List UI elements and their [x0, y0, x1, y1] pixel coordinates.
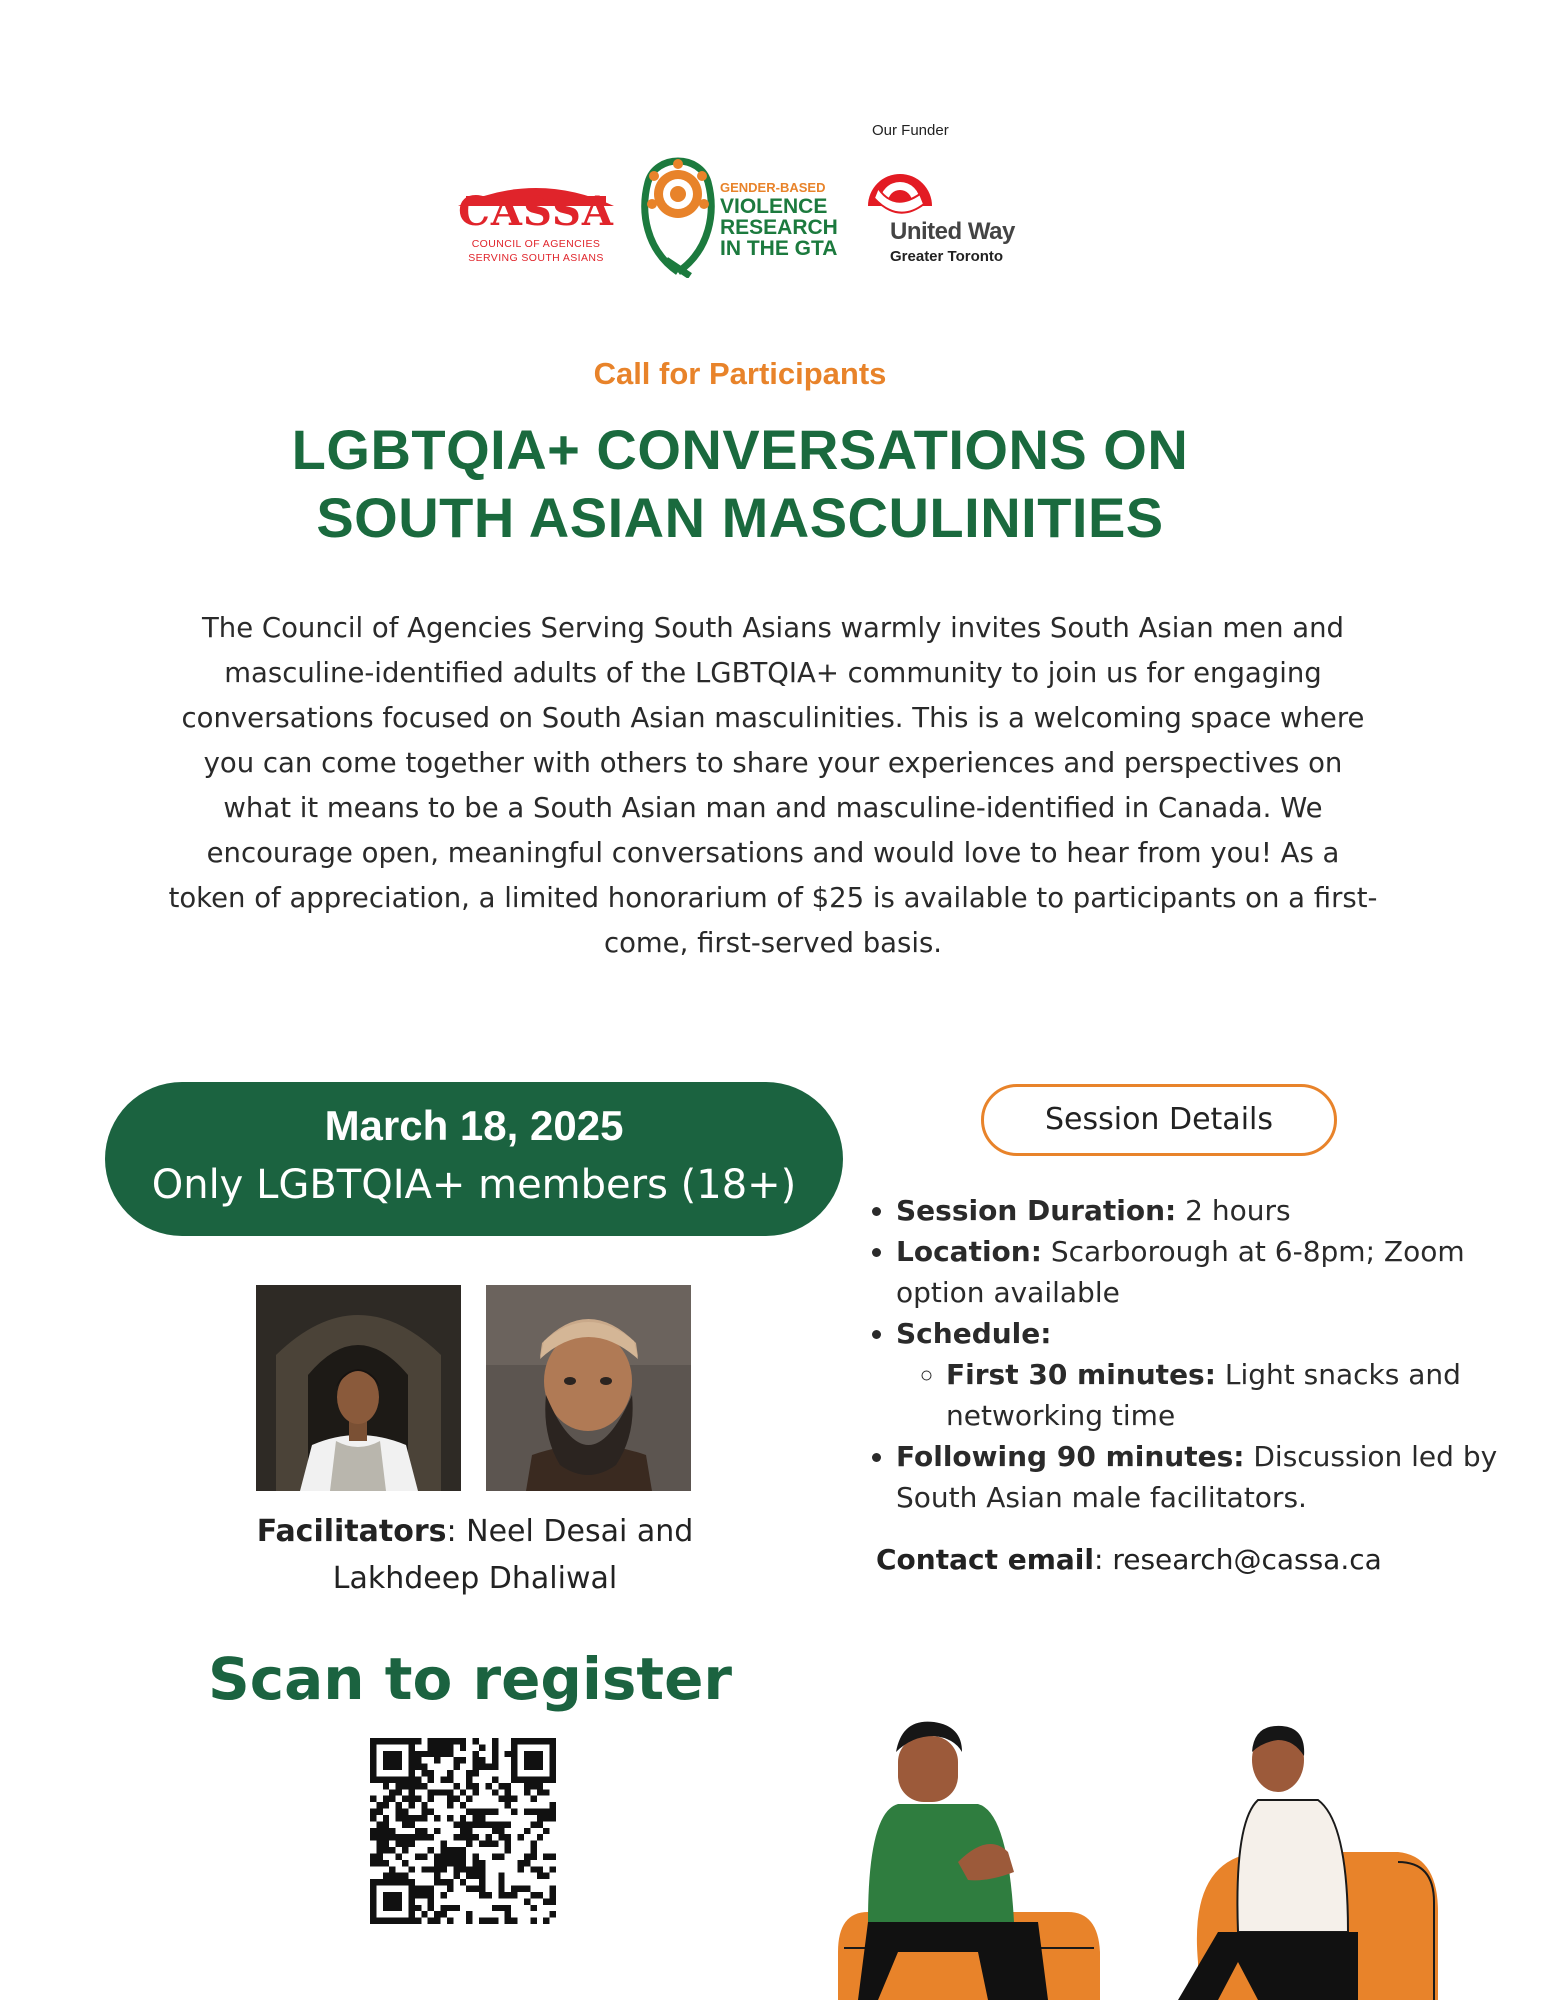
facilitators-names-1: : Neel Desai and [446, 1514, 694, 1549]
page-title [130, 416, 1350, 552]
two-men-talking-icon [838, 1712, 1458, 2000]
duration-label: Session Duration: [896, 1194, 1177, 1227]
conversation-illustration [838, 1712, 1458, 2000]
location-label: Location: [896, 1235, 1042, 1268]
funder-label: Our Funder [872, 122, 949, 139]
title-line-1: LGBTQIA+ CONVERSATIONS ON [291, 418, 1189, 481]
scan-to-register-label: Scan to register [207, 1645, 733, 1713]
following-90-value: Discussion led by South Asian male facilitators. [896, 1440, 1498, 1514]
first-30-value: Light snacks and networking time [946, 1358, 1461, 1432]
detail-duration [896, 1190, 1506, 1231]
facilitators-label: Facilitators [256, 1514, 447, 1549]
united-way-name: United Way [890, 218, 1015, 245]
location-value: Scarborough at 6-8pm; Zoom option available [896, 1235, 1465, 1309]
contact-value[interactable]: : research@cassa.ca [1093, 1543, 1382, 1576]
contact-label: Contact email [876, 1543, 1094, 1576]
facilitator-portrait-2-icon [486, 1285, 691, 1491]
united-way-hand-icon [864, 146, 936, 218]
duration-value: 2 hours [1176, 1194, 1291, 1227]
gbv-line-3: RESEARCH [720, 216, 838, 239]
cassa-subline-1: COUNCIL OF AGENCIES [471, 238, 601, 250]
event-audience: Only LGBTQIA+ members (18+) [151, 1162, 797, 1208]
facilitators-caption [180, 1508, 770, 1602]
first-30-label: First 30 minutes: [946, 1358, 1216, 1391]
following-90-label: Following 90 minutes: [896, 1440, 1245, 1473]
detail-first-30 [946, 1354, 1506, 1436]
session-details-list [866, 1190, 1506, 1518]
call-for-participants-label: Call for Participants [593, 356, 887, 391]
ribbon-flower-icon [636, 142, 720, 278]
title-line-2: SOUTH ASIAN MASCULINITIES [316, 486, 1164, 549]
cassa-wordmark: CASSA [458, 188, 614, 235]
gbv-line-2: VIOLENCE [720, 195, 828, 218]
qr-code-icon[interactable] [370, 1738, 556, 1924]
schedule-label: Schedule: [896, 1317, 1052, 1350]
registration-qr-code[interactable] [370, 1738, 556, 1924]
facilitators-line-1 [180, 1508, 770, 1555]
detail-schedule [896, 1313, 1506, 1436]
facilitators-names-2: Lakhdeep Dhaliwal [332, 1561, 618, 1596]
detail-following-90 [896, 1436, 1506, 1518]
facilitator-portrait-1-icon [256, 1285, 461, 1491]
cassa-subline-2: SERVING SOUTH ASIANS [468, 252, 604, 264]
session-details-heading: Session Details [981, 1084, 1337, 1156]
facilitator-photo-lakhdeep [486, 1285, 691, 1491]
gbv-wordmark [720, 180, 850, 259]
contact-email [876, 1543, 1496, 1576]
facilitator-photo-neel [256, 1285, 461, 1491]
intro-paragraph: The Council of Agencies Serving South Asians warmly invites South Asian men and masculine-identified adults of the LGBTQIA+ community to join us for engaging conversations focused on South Asian masculinities. This is a welcoming space where you can come together with others to share your experiences and perspectives on what it means to be a South Asian man and masculine-identified in Canada. We encourage open, meaningful conversations and would love to hear from you! As a token of appreciation, a limited honorarium of $25 is available to participants on a first-come, first-served basis. [168, 612, 1378, 959]
gbv-line-1: GENDER-BASED [720, 180, 826, 195]
detail-location [896, 1231, 1506, 1313]
event-date: March 18, 2025 [324, 1102, 624, 1149]
gbv-research-logo [636, 142, 846, 278]
united-way-logo [856, 122, 1056, 272]
united-way-sub: Greater Toronto [890, 248, 1004, 265]
event-date-banner [105, 1082, 843, 1236]
cassa-logo [452, 178, 620, 270]
gbv-line-4: IN THE GTA [720, 237, 838, 260]
